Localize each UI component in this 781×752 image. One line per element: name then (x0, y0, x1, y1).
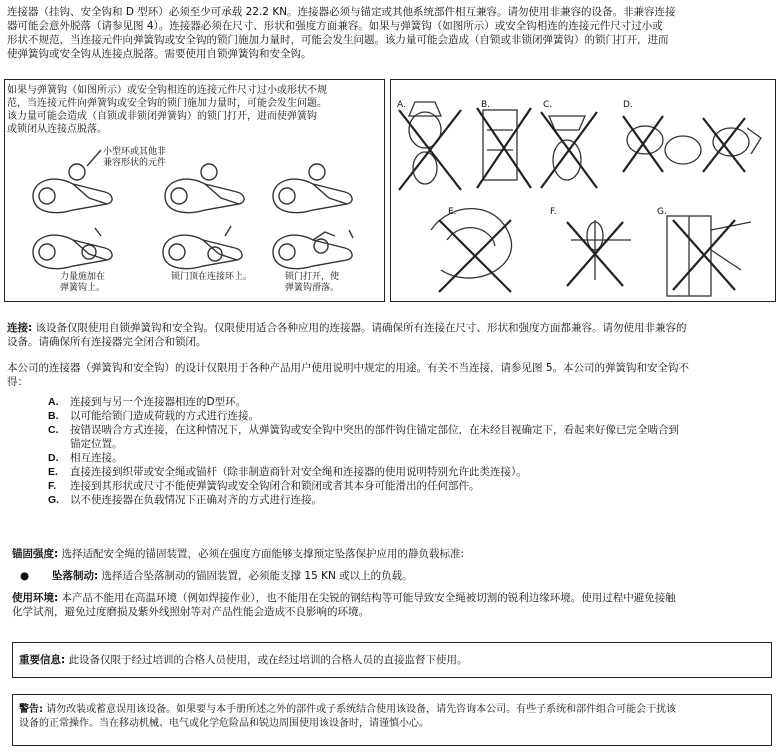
fall-arrest-label: 坠落制动: (52, 570, 99, 582)
fig4-text-2: 范，当连接元件向弹簧钩或安全钩的锁门施加力量时，可能会发生问题。 (7, 98, 327, 109)
fig4-callout-2: 兼容形状的元件 (103, 158, 167, 168)
fig4-caption-1b: 弹簧钩上。 (60, 283, 106, 293)
connectors-text-1: 该设备仅限使用自锁弹簧钩和安全钩。仅限使用适合各种应用的连接器。请确保所有连接在尺寸、形状和强度方面都兼容。请勿使用非兼容的 (35, 322, 687, 334)
important-heading: 重要信息: (19, 654, 66, 666)
warning-line-1 (19, 703, 676, 716)
env-line-2: 化学试剂，避免过度磨损及紫外线照射等对产品性能会造成不良影响的环境。 (12, 606, 369, 618)
fig4-callout-1: 小型环或其他非 (103, 147, 167, 157)
fig5-label-g: G. (657, 207, 667, 217)
snap-hook-illustration (5, 80, 384, 301)
fig5-label-c: C. (543, 100, 553, 110)
intro-line-4: 使弹簧钩或安全钩从连接点脱落。需要使用自锁弹簧钩和安全钩。 (7, 48, 312, 60)
connectors-line-1 (7, 322, 687, 335)
list-item: D. 相互连接。 (48, 452, 123, 464)
warning-heading: 警告: (19, 704, 43, 715)
warning-line-2: 设备的正常操作。当在移动机械、电气或化学危险品和锐边周围使用该设备时，请谨慎小心。 (19, 718, 429, 729)
incorrect-connections-illustration (391, 80, 775, 301)
fig4-caption-3b: 弹簧钩滑落。 (285, 283, 340, 293)
warning-text-1: 请勿改装或蓄意误用该设备。如果要与本手册所述之外的部件或子系统结合使用该设备，请先咨询本公司。有些子系统和部件组合可能会干扰该 (46, 704, 677, 715)
fig5-label-b: B. (481, 100, 491, 110)
company-line-1: 本公司的连接器（弹簧钩和安全钩）的设计仅限用于各种产品用户使用说明中规定的用途。有关不当连接，请参见图 5。本公司的弹簧钩和安全钩不 (7, 362, 690, 374)
anchor-text: 选择适配安全绳的锚固装置，必须在强度方面能够支撑预定坠落保护应用的静负载标准: (61, 548, 465, 560)
figure-4-box (4, 79, 385, 302)
list-item: C. 按错误啮合方式连接，在这种情况下，从弹簧钩或安全钩中突出的部件钩住锚定部位，在未经目视确定下，看起来好像已完全啮合到 (48, 424, 679, 436)
important-line (19, 654, 468, 667)
important-box (12, 642, 772, 678)
list-item: A. 连接到与另一个连接器相连的D型环。 (48, 396, 247, 408)
anchor-line (12, 548, 464, 561)
connectors-line-2: 设备。请确保所有连接器完全闭合和锁闭。 (7, 336, 207, 348)
list-item: B. 以可能给锁门造成荷载的方式进行连接。 (48, 410, 259, 422)
fig4-text-3: 该力量可能会造成（自锁或非锁闭弹簧钩）的锁门打开，进而使弹簧钩 (7, 111, 317, 122)
fig5-label-a: A. (397, 100, 406, 110)
fig4-caption-3a: 锁门打开，使 (285, 272, 340, 282)
env-text-1: 本产品不能用在高温环境（例如焊接作业），也不能用在尖锐的钢结构等可能导致安全绳被切割的锐利边缘环境。使用过程中避免接触 (61, 592, 676, 604)
fall-arrest-line (52, 570, 413, 583)
fig4-caption-1a: 力量施加在 (60, 272, 106, 282)
fig5-label-d: D. (623, 100, 633, 110)
fig5-label-f: F. (550, 207, 557, 217)
company-line-2: 得： (7, 376, 28, 388)
fig4-text-4: 或锁闭从连接点脱落。 (7, 124, 107, 135)
intro-line-2: 器可能会意外脱落（请参见图 4）。连接器必须在尺寸、形状和强度方面兼容。如果与弹簧钩（如图所示）或安全钩相连的连接元件尺寸过小或 (7, 20, 663, 32)
fig4-caption-2: 锁门顶在连接环上。 (171, 272, 253, 282)
fall-arrest-text: 选择适合坠落制动的锚固装置，必须能支撑 15 KN 或以上的负载。 (101, 570, 413, 582)
figure-5-box (390, 79, 776, 302)
env-line-1 (12, 592, 676, 605)
anchor-bullet: ● (20, 570, 30, 582)
fig5-label-e: E. (448, 207, 457, 217)
intro-line-1: 连接器（挂钩、安全钩和 D 型环）必须至少可承载 22.2 KN。连接器必须与锚定或其他系统部件相互兼容。请勿使用非兼容的设备。非兼容连接 (7, 6, 676, 18)
anchor-heading: 锚固强度: (12, 548, 59, 560)
important-text: 此设备仅限于经过培训的合格人员使用，或在经过培训的合格人员的直接监督下使用。 (68, 654, 468, 666)
list-item: 锚定位置。 (70, 438, 123, 450)
list-item: E. 直接连接到织带或安全绳或锚杆（除非制造商针对安全绳和连接器的使用说明特别允许此类连接）。 (48, 466, 527, 478)
intro-line-3: 形状不规范，当连接元件向弹簧钩或安全钩的锁门施加力量时，可能会发生问题。该力量可能会造成（自锁或非锁闭弹簧钩）的锁门打开，进而 (7, 34, 669, 46)
warning-box (12, 694, 772, 746)
connectors-heading: 连接: (7, 322, 33, 334)
env-heading: 使用环境: (12, 592, 59, 604)
list-item: F. 连接到其形状或尺寸不能使弹簧钩或安全钩闭合和锁闭或者其本身可能滑出的任何部件。 (48, 480, 480, 492)
fig4-text-1: 如果与弹簧钩（如图所示）或安全钩相连的连接元件尺寸过小或形状不规 (7, 85, 327, 96)
list-item: G. 以不使连接器在负载情况下正确对齐的方式进行连接。 (48, 494, 322, 506)
